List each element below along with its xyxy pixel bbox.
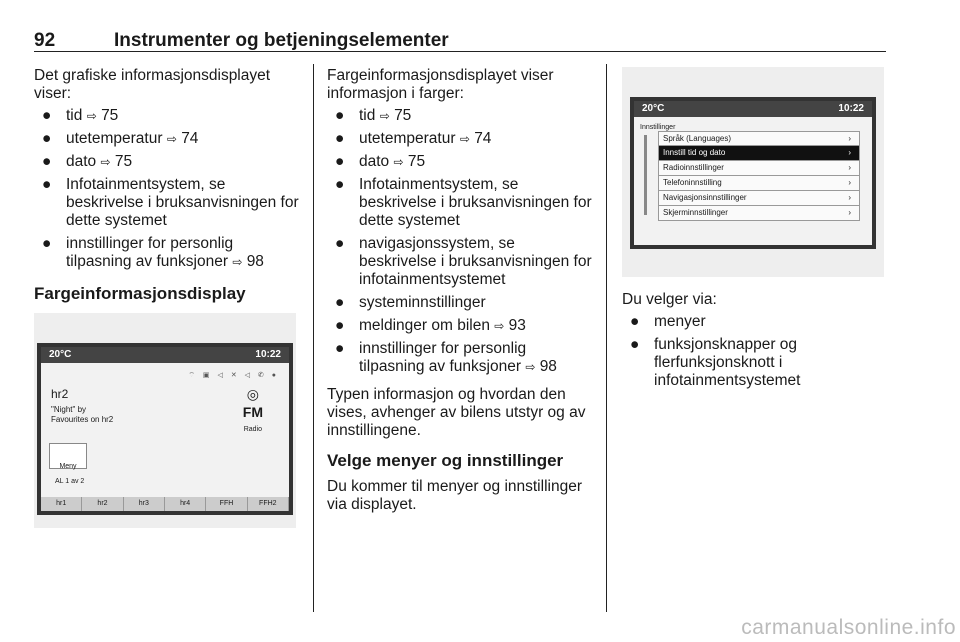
temperature: 20°C	[49, 349, 72, 360]
column-divider	[606, 64, 607, 612]
bullet-list	[34, 107, 300, 271]
section-heading: Velge menyer og innstillinger	[327, 451, 564, 470]
temperature: 20°C	[642, 103, 665, 114]
page-number: 92	[34, 30, 56, 51]
list-item: ● Infotainmentsystem, se beskrivelse i bruksanvisningen for dette systemet	[42, 176, 299, 229]
list-item: ● navigasjonssystem, se beskrivelse i bruksanvisningen for infotainmentsystemet	[335, 235, 592, 288]
chevron-right-icon: ›	[848, 148, 851, 157]
settings-menu	[658, 131, 860, 221]
preset-button[interactable]: hr3	[124, 497, 165, 511]
list-item: ● utetemperatur ⇨ 74	[335, 130, 492, 147]
band-indicator: ◎ FM Radio	[242, 386, 263, 433]
preset-button[interactable]: FFH	[206, 497, 247, 511]
list-item: ● funksjonsknapper og flerfunksjonsknott i infotainmentsystemet	[630, 336, 801, 389]
screen-body	[634, 117, 872, 245]
bullet-list	[622, 313, 884, 390]
list-item: ● menyer	[630, 313, 706, 330]
column-3	[622, 67, 884, 400]
menu-item[interactable]: Språk (Languages) ›	[658, 131, 860, 146]
body-paragraph: Typen informasjon og hvordan den vises, avhenger av bilens utstyr og av innstillingene.	[327, 386, 586, 439]
list-item: ● systeminnstillinger	[335, 294, 486, 311]
intro-text: Du velger via:	[622, 291, 717, 308]
preset-button[interactable]: hr4	[165, 497, 206, 511]
preset-bar	[41, 497, 289, 511]
al-indicator: AL 1 av 2	[55, 478, 85, 485]
section-heading: Fargeinformasjonsdisplay	[34, 284, 246, 303]
chevron-right-icon: ›	[848, 134, 851, 143]
list-item: ● innstillinger for personlig tilpasning av funksjoner ⇨ 98	[335, 340, 557, 375]
display-screen	[37, 343, 293, 515]
list-item: ● dato ⇨ 75	[335, 153, 426, 170]
menu-item[interactable]: Radioinnstillinger ›	[658, 161, 860, 176]
list-item: ● innstillinger for personlig tilpasning av funksjoner ⇨ 98	[42, 235, 264, 270]
screen-body	[41, 363, 289, 497]
intro-text: Fargeinformasjonsdisplayet viser informasjon i farger:	[327, 67, 554, 102]
bullet-list	[327, 107, 593, 376]
menu-button[interactable]: Meny	[49, 443, 87, 469]
status-bar	[634, 101, 872, 117]
column-divider	[313, 64, 314, 612]
screen-title: Innstillinger	[640, 124, 676, 131]
menu-item[interactable]: Skjerminnstillinger ›	[658, 206, 860, 221]
scrollbar[interactable]	[644, 135, 647, 215]
chevron-right-icon: ›	[848, 193, 851, 202]
menu-item[interactable]: Telefoninnstilling ›	[658, 176, 860, 191]
status-bar	[41, 347, 289, 363]
column-2	[327, 67, 593, 518]
list-item: ● tid ⇨ 75	[42, 107, 119, 124]
preset-button[interactable]: FFH2	[248, 497, 289, 511]
column-1	[34, 67, 300, 528]
watermark: carmanualsonline.info	[741, 616, 956, 639]
clock: 10:22	[838, 103, 864, 114]
body-paragraph: Du kommer til menyer og innstillinger via displayet.	[327, 478, 582, 513]
chevron-right-icon: ›	[848, 208, 851, 217]
list-item: ● dato ⇨ 75	[42, 153, 133, 170]
menu-item[interactable]: Navigasjonsinnstillinger ›	[658, 191, 860, 206]
song-info: "Night" by Favourites on hr2	[51, 405, 114, 424]
radio-display-figure	[34, 313, 296, 528]
preset-button[interactable]: hr1	[41, 497, 82, 511]
chevron-right-icon: ›	[848, 163, 851, 172]
station-name: hr2	[51, 387, 69, 401]
chevron-right-icon: ›	[848, 178, 851, 187]
intro-text: Det grafiske informasjonsdisplayet viser:	[34, 67, 271, 102]
list-item: ● utetemperatur ⇨ 74	[42, 130, 199, 147]
preset-button[interactable]: hr2	[82, 497, 123, 511]
list-item: ● meldinger om bilen ⇨ 93	[335, 317, 526, 334]
settings-display-figure	[622, 67, 884, 277]
page-header	[34, 30, 886, 52]
menu-item-selected[interactable]: Innstill tid og dato ›	[658, 146, 860, 161]
status-icons: ⌔ ▣ ◁ ✕ ◁ ✆ ●	[188, 372, 279, 379]
list-item: ● tid ⇨ 75	[335, 107, 412, 124]
chapter-title: Instrumenter og betjeningselementer	[114, 30, 449, 51]
list-item: ● Infotainmentsystem, se beskrivelse i bruksanvisningen for dette systemet	[335, 176, 592, 229]
clock: 10:22	[255, 349, 281, 360]
display-screen	[630, 97, 876, 249]
radio-icon: ◎	[246, 386, 259, 402]
